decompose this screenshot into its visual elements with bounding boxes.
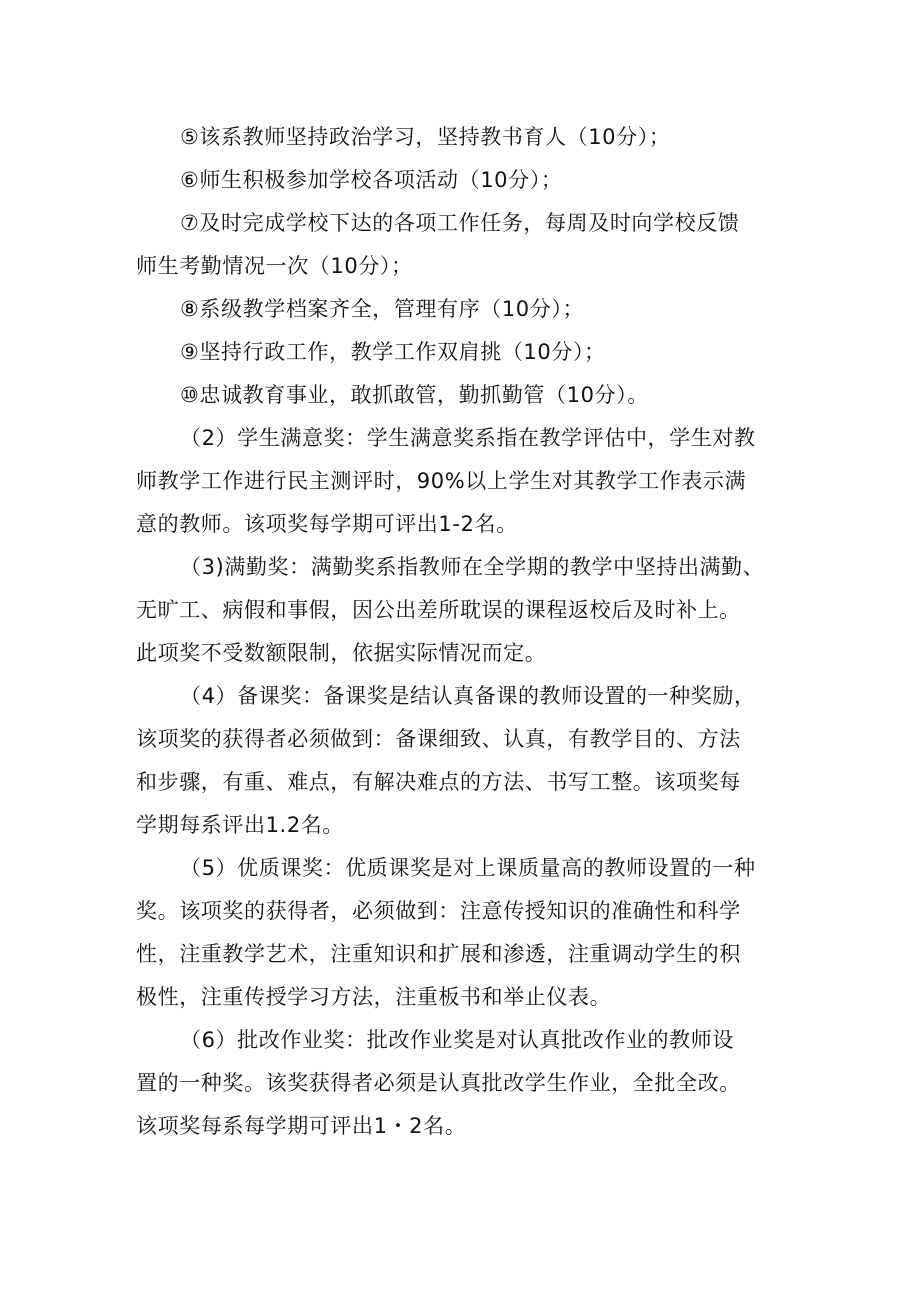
award-student-satisfaction xyxy=(136,417,794,546)
paragraph-line: （2）学生满意奖：学生满意奖系指在教学评估中，学生对教 xyxy=(180,426,756,450)
paragraph-line: 学期每系评出1.2名。 xyxy=(136,813,344,837)
paragraph-line: 无旷工、病假和事假，因公出差所耽误的课程返校后及时补上。 xyxy=(136,598,741,622)
paragraph-line: （6）批改作业奖：批改作业奖是对认真批改作业的教师设 xyxy=(180,1028,734,1052)
paragraph-line: 该项奖每系每学期可评出1・2名。 xyxy=(136,1114,467,1138)
paragraph-line: 奖。该项奖的获得者，必须做到：注意传授知识的准确性和科学 xyxy=(136,899,741,923)
award-lesson-preparation xyxy=(136,675,794,847)
paragraph-line: ⑥师生积极参加学校各项活动（10分）； xyxy=(180,168,563,192)
award-full-attendance xyxy=(136,546,794,675)
paragraph-line: 性，注重教学艺术，注重知识和扩展和渗透，注重调动学生的积 xyxy=(136,942,741,966)
criterion-item-8 xyxy=(136,288,794,331)
paragraph-line: 和步骤，有重、难点，有解决难点的方法、书写工整。该项奖每 xyxy=(136,770,741,794)
paragraph-line: 置的一种奖。该奖获得者必须是认真批改学生作业，全批全改。 xyxy=(136,1071,741,1095)
paragraph-line: 极性，注重传授学习方法，注重板书和举止仪表。 xyxy=(136,985,612,1009)
paragraph-line: （3)满勤奖：满勤奖系指教师在全学期的教学中坚持出满勤、 xyxy=(180,555,765,579)
criterion-item-10 xyxy=(136,374,794,417)
criterion-item-9 xyxy=(136,331,794,374)
paragraph-line: （4）备课奖：备课奖是结认真备课的教师设置的一种奖励， xyxy=(180,684,756,708)
paragraph-line: （5）优质课奖：优质课奖是对上课质量高的教师设置的一种 xyxy=(180,856,756,880)
criterion-item-5 xyxy=(136,116,794,159)
paragraph-line: 师生考勤情况一次（10分）； xyxy=(136,254,413,278)
award-homework-grading xyxy=(136,1019,794,1148)
paragraph-line: 该项奖的获得者必须做到：备课细致、认真，有教学目的、方法 xyxy=(136,727,741,751)
paragraph-line: 此项奖不受数额限制，依据实际情况而定。 xyxy=(136,641,547,665)
paragraph-line: ⑨坚持行政工作，教学工作双肩挑（10分）； xyxy=(180,340,606,364)
criterion-item-7 xyxy=(136,202,794,288)
paragraph-line: ⑩忠诚教育事业，敢抓敢管，勤抓勤管（10分）。 xyxy=(180,383,649,407)
award-quality-lesson xyxy=(136,847,794,1019)
paragraph-line: 意的教师。该项奖每学期可评出1-2名。 xyxy=(136,512,518,536)
document-body xyxy=(136,116,794,1148)
criterion-item-6 xyxy=(136,159,794,202)
paragraph-line: ⑦及时完成学校下达的各项工作任务，每周及时向学校反馈 xyxy=(180,211,740,235)
paragraph-line: ⑤该系教师坚持政治学习，坚持教书育人（10分）； xyxy=(180,125,671,149)
paragraph-line: ⑧系级教学档案齐全，管理有序（10分）； xyxy=(180,297,585,321)
paragraph-line: 师教学工作进行民主测评时，90%以上学生对其教学工作表示满 xyxy=(136,469,747,493)
